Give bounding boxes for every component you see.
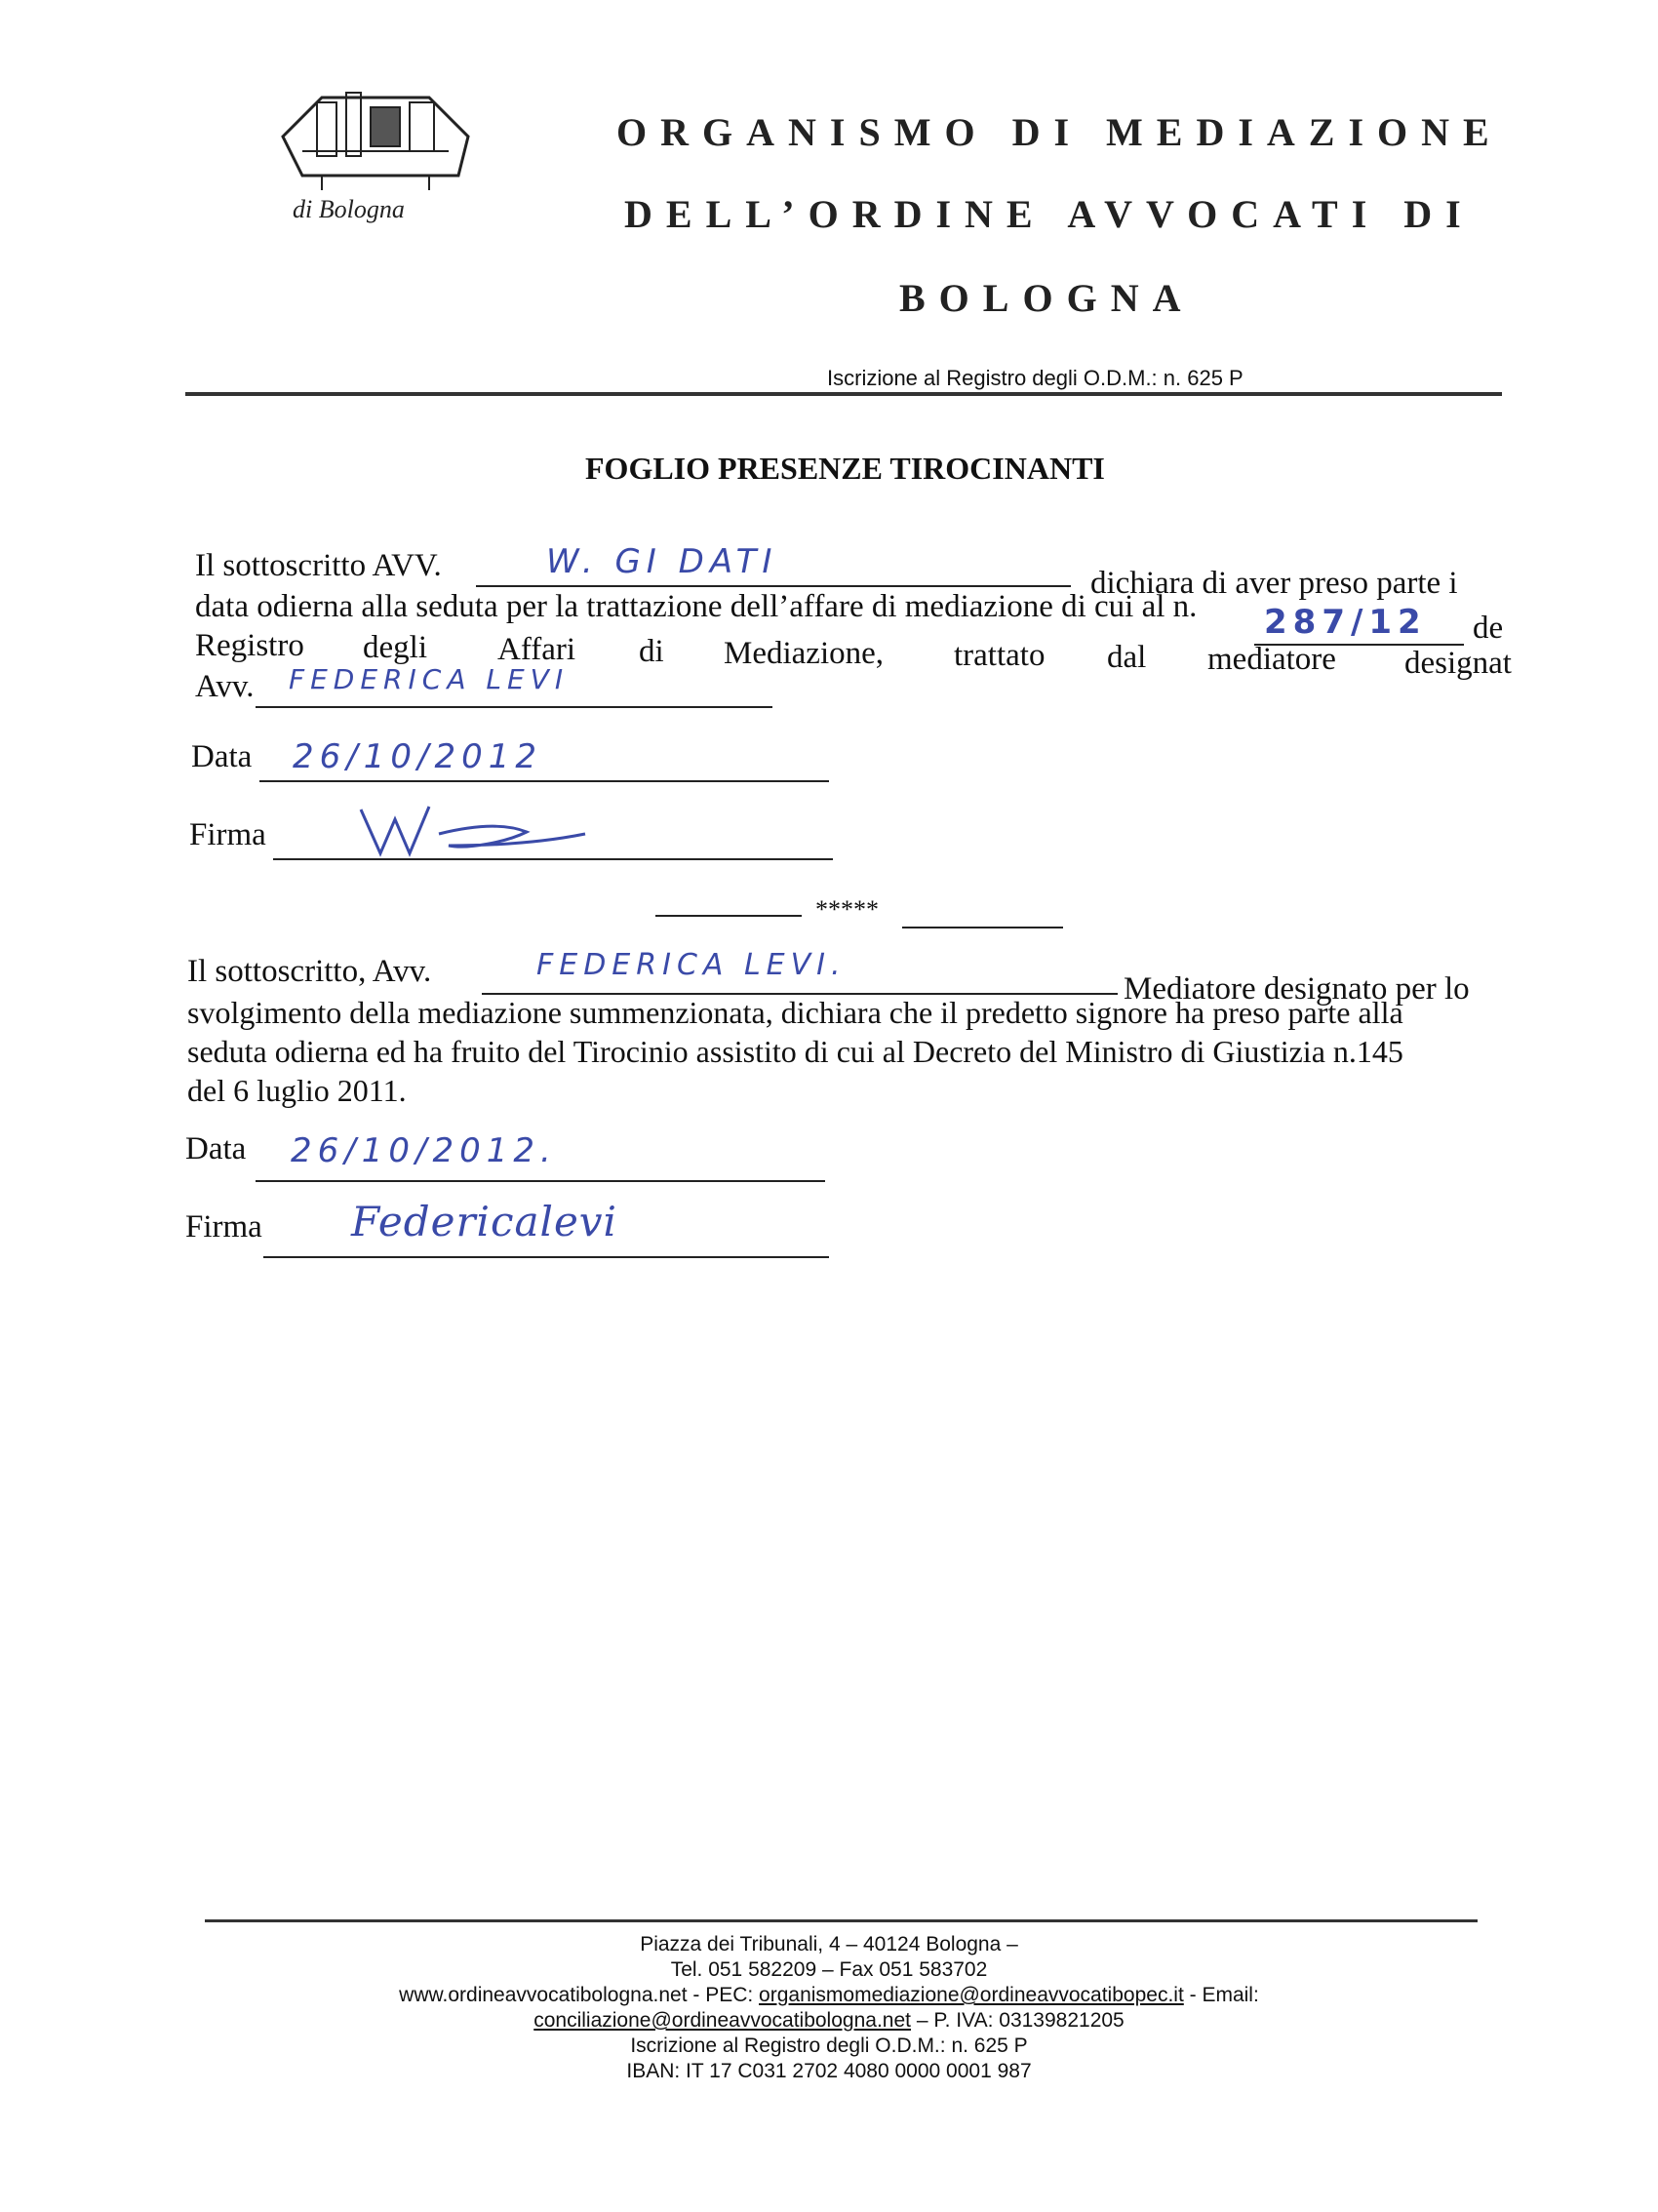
org-title-line2: DELL’ORDINE AVVOCATI DI [624, 192, 1475, 236]
footer-email-line [0, 2009, 1658, 2033]
footer-web-pec-prefix: www.ordineavvocatibologna.net - PEC: [399, 1984, 754, 2006]
s2-date-label: Data [185, 1131, 247, 1166]
doc-title: FOGLIO PRESENZE TIROCINANTI [585, 451, 1105, 486]
s2-line4: del 6 luglio 2011. [187, 1073, 407, 1108]
s2-line1-suffix: Mediatore designato per lo [1124, 971, 1470, 1007]
s1-prefix: Il sottoscritto AVV. [195, 548, 442, 583]
s2-line3: seduta odierna ed ha fruito del Tirocinio assistito di cui al Decreto del Ministro di Giustizia n.145 [187, 1034, 1403, 1069]
s2-sign-label: Firma [185, 1209, 262, 1244]
s1-line1-suffix: dichiara di aver preso parte i [1090, 566, 1458, 601]
s1-signature [341, 795, 624, 863]
s1-date-line [259, 780, 829, 782]
s2-date-line [256, 1180, 825, 1182]
s1-line2-suffix: de [1473, 611, 1504, 646]
s1-line3-w3: Affari [497, 632, 576, 667]
footer-pec-link[interactable]: organismomediazione@ordineavvocatibopec.it [759, 1984, 1184, 2006]
s1-sign-label: Firma [189, 817, 266, 852]
separator-line-right [902, 927, 1063, 928]
footer-piva: – P. IVA: 03139821205 [916, 2009, 1125, 2032]
header-rule [185, 392, 1502, 396]
s1-line3-w9: designat [1404, 646, 1512, 681]
s1-line3-w2: degli [363, 630, 427, 665]
separator-line-left [655, 915, 802, 917]
s2-prefix: Il sottoscritto, Avv. [187, 954, 432, 989]
s1-line3-w4: di [639, 634, 664, 669]
footer-email-link[interactable]: conciliazione@ordineavvocatibologna.net [533, 2009, 911, 2032]
s1-date-label: Data [191, 739, 253, 774]
s1-line3-w8: mediatore [1207, 642, 1336, 677]
footer-registry: Iscrizione al Registro degli O.D.M.: n. 625 P [630, 2034, 1028, 2057]
s1-line2: data odierna alla seduta per la trattazione dell’affare di mediazione di cui al n. [195, 589, 1198, 624]
s1-line3-w6: trattato [954, 638, 1046, 673]
header-registry: Iscrizione al Registro degli O.D.M.: n. 625 P [827, 366, 1244, 390]
s1-line3-w7: dal [1107, 640, 1147, 675]
footer-web-line [0, 1984, 1658, 2007]
s2-name-handwritten: FEDERICA LEVI. [536, 948, 847, 982]
s1-name-handwritten: W. GI DATI [546, 542, 778, 581]
s2-sign-line [263, 1256, 829, 1258]
s2-line2: svolgimento della mediazione summenzionata, dichiara che il predetto signore ha preso parte alla [187, 995, 1403, 1030]
logo-caption: di Bologna [293, 195, 405, 223]
s1-line4-prefix: Avv. [195, 669, 255, 704]
s1-case-handwritten: 287/12 [1264, 603, 1427, 642]
s1-line3-w5: Mediazione, [724, 636, 885, 671]
footer-rule [205, 1919, 1478, 1922]
footer-phone: Tel. 051 582209 – Fax 051 583702 [670, 1958, 988, 1981]
footer-iban: IBAN: IT 17 C031 2702 4080 0000 0001 987 [626, 2060, 1032, 2082]
footer-email-label: - Email: [1189, 1984, 1259, 2006]
org-title-line1: ORGANISMO DI MEDIAZIONE [616, 110, 1503, 154]
s1-mediator-line [256, 706, 772, 708]
s1-line3-w1: Registro [195, 628, 304, 663]
footer-address: Piazza dei Tribunali, 4 – 40124 Bologna – [640, 1933, 1018, 1955]
s1-date-handwritten: 26/10/2012 [293, 737, 542, 776]
s2-date-handwritten: 26/10/2012. [291, 1131, 557, 1170]
s2-signature: Federicalevi [351, 1198, 617, 1245]
org-title-line3: BOLOGNA [899, 276, 1195, 320]
separator-stars: ***** [815, 895, 879, 924]
signature-scribble-icon [341, 795, 624, 863]
s1-mediator-handwritten: FEDERICA LEVI [289, 663, 570, 695]
s1-name-line [476, 585, 1071, 587]
